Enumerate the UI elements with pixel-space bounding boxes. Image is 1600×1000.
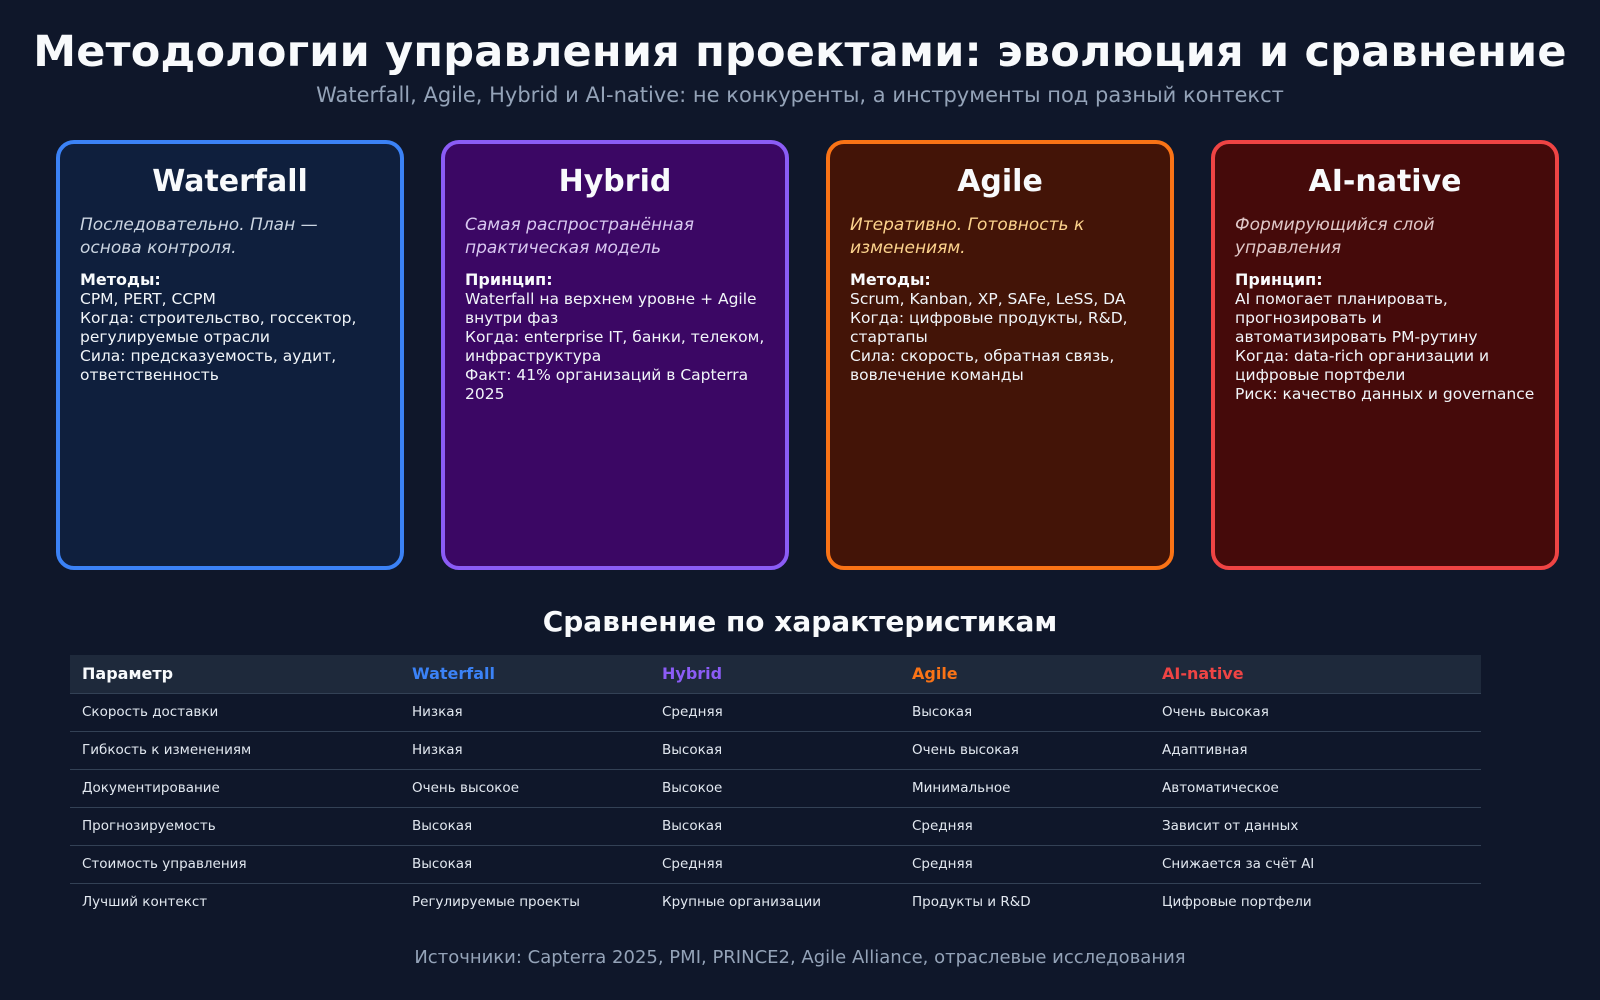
card-lines	[80, 290, 380, 385]
header-hybrid: Hybrid	[650, 655, 900, 693]
table-row	[70, 807, 1481, 845]
card-line: Scrum, Kanban, XP, SAFe, LeSS, DA	[850, 290, 1126, 308]
table-cell: Скорость доставки	[70, 693, 400, 731]
comparison-table-body	[70, 693, 1481, 921]
table-row	[70, 883, 1481, 921]
card-tagline: Последовательно. План — основа контроля.	[80, 215, 318, 258]
card-line: Когда: цифровые продукты, R&D, стартапы	[850, 309, 1128, 346]
table-cell: Стоимость управления	[70, 845, 400, 883]
card-line: Факт: 41% организаций в Capterra 2025	[465, 366, 749, 403]
table-cell: Прогнозируемость	[70, 807, 400, 845]
table-cell: Очень высокое	[400, 769, 650, 807]
sources-footnote: Источники: Capterra 2025, PMI, PRINCE2, Agile Alliance, отраслевые исследования	[414, 947, 1186, 968]
table-cell: Адаптивная	[1150, 731, 1481, 769]
card-agile	[826, 140, 1174, 570]
card-tagline: Самая распространённая практическая модель	[465, 215, 694, 258]
card-label: Методы:	[80, 270, 161, 289]
card-line: Сила: предсказуемость, аудит, ответственность	[80, 347, 337, 384]
card-lines	[465, 290, 765, 404]
comparison-title: Сравнение по характеристикам	[542, 605, 1058, 638]
table-row	[70, 845, 1481, 883]
card-lines	[1235, 290, 1535, 404]
card-line: Когда: data-rich организации и цифровые портфели	[1235, 347, 1490, 384]
methodology-cards	[56, 140, 1561, 570]
table-cell: Очень высокая	[900, 731, 1150, 769]
card-ai-native	[1211, 140, 1559, 570]
card-line: AI помогает планировать, прогнозировать и автоматизировать PM-рутину	[1235, 290, 1478, 346]
card-waterfall	[56, 140, 404, 570]
page-subtitle: Waterfall, Agile, Hybrid и AI-native: не конкуренты, а инструменты под разный контекст	[316, 83, 1284, 107]
table-cell: Высокая	[400, 845, 650, 883]
table-cell: Высокая	[650, 807, 900, 845]
table-cell: Цифровые портфели	[1162, 894, 1312, 911]
table-cell: Высокая	[400, 807, 650, 845]
card-title: Hybrid	[558, 164, 672, 199]
table-cell: Высокая	[900, 693, 1150, 731]
card-lines	[850, 290, 1150, 385]
card-tagline: Формирующийся слой управления	[1235, 215, 1435, 258]
table-cell: Очень высокая	[1150, 693, 1481, 731]
card-label: Принцип:	[465, 270, 553, 289]
card-title: Agile	[957, 164, 1043, 199]
table-cell: Зависит от данных	[1150, 807, 1481, 845]
table-cell: Регулируемые проекты	[412, 894, 580, 911]
table-cell: Средняя	[900, 807, 1150, 845]
table-row	[70, 731, 1481, 769]
card-title: Waterfall	[152, 164, 308, 199]
table-cell: Продукты и R&D	[912, 894, 1031, 911]
table-cell: Средняя	[900, 845, 1150, 883]
page-title: Методологии управления проектами: эволюция и сравнение	[33, 27, 1567, 77]
table-cell: Документирование	[70, 769, 400, 807]
card-line: CPM, PERT, CCPM	[80, 290, 216, 308]
card-title: AI-native	[1308, 164, 1462, 199]
card-label: Методы:	[850, 270, 931, 289]
card-line: Когда: строительство, госсектор, регулируемые отрасли	[80, 309, 357, 346]
table-cell: Низкая	[400, 731, 650, 769]
card-hybrid	[441, 140, 789, 570]
table-cell: Снижается за счёт AI	[1150, 845, 1481, 883]
table-cell: Минимальное	[900, 769, 1150, 807]
card-label: Принцип:	[1235, 270, 1323, 289]
table-cell: Автоматическое	[1150, 769, 1481, 807]
card-line: Waterfall на верхнем уровне + Agile внутри фаз	[465, 290, 757, 327]
table-cell: Средняя	[650, 693, 900, 731]
table-cell: Средняя	[650, 845, 900, 883]
header-waterfall: Waterfall	[400, 655, 650, 693]
table-row	[70, 693, 1481, 731]
table-cell: Высокое	[650, 769, 900, 807]
comparison-table	[70, 655, 1481, 921]
table-cell: Крупные организации	[662, 894, 822, 911]
header-ai-native: AI-native	[1150, 655, 1481, 693]
table-cell: Низкая	[400, 693, 650, 731]
card-tagline: Итеративно. Готовность к изменениям.	[850, 215, 1085, 258]
table-row	[70, 769, 1481, 807]
table-cell: Высокая	[650, 731, 900, 769]
table-cell: Гибкость к изменениям	[70, 731, 400, 769]
card-line: Когда: enterprise IT, банки, телеком, инфраструктура	[465, 328, 765, 365]
header-parameter: Параметр	[70, 655, 400, 693]
card-line: Сила: скорость, обратная связь, вовлечение команды	[850, 347, 1115, 384]
card-line: Риск: качество данных и governance	[1235, 385, 1535, 403]
header-agile: Agile	[900, 655, 1150, 693]
table-header-row	[70, 655, 1481, 693]
table-cell: Лучший контекст	[82, 894, 208, 911]
